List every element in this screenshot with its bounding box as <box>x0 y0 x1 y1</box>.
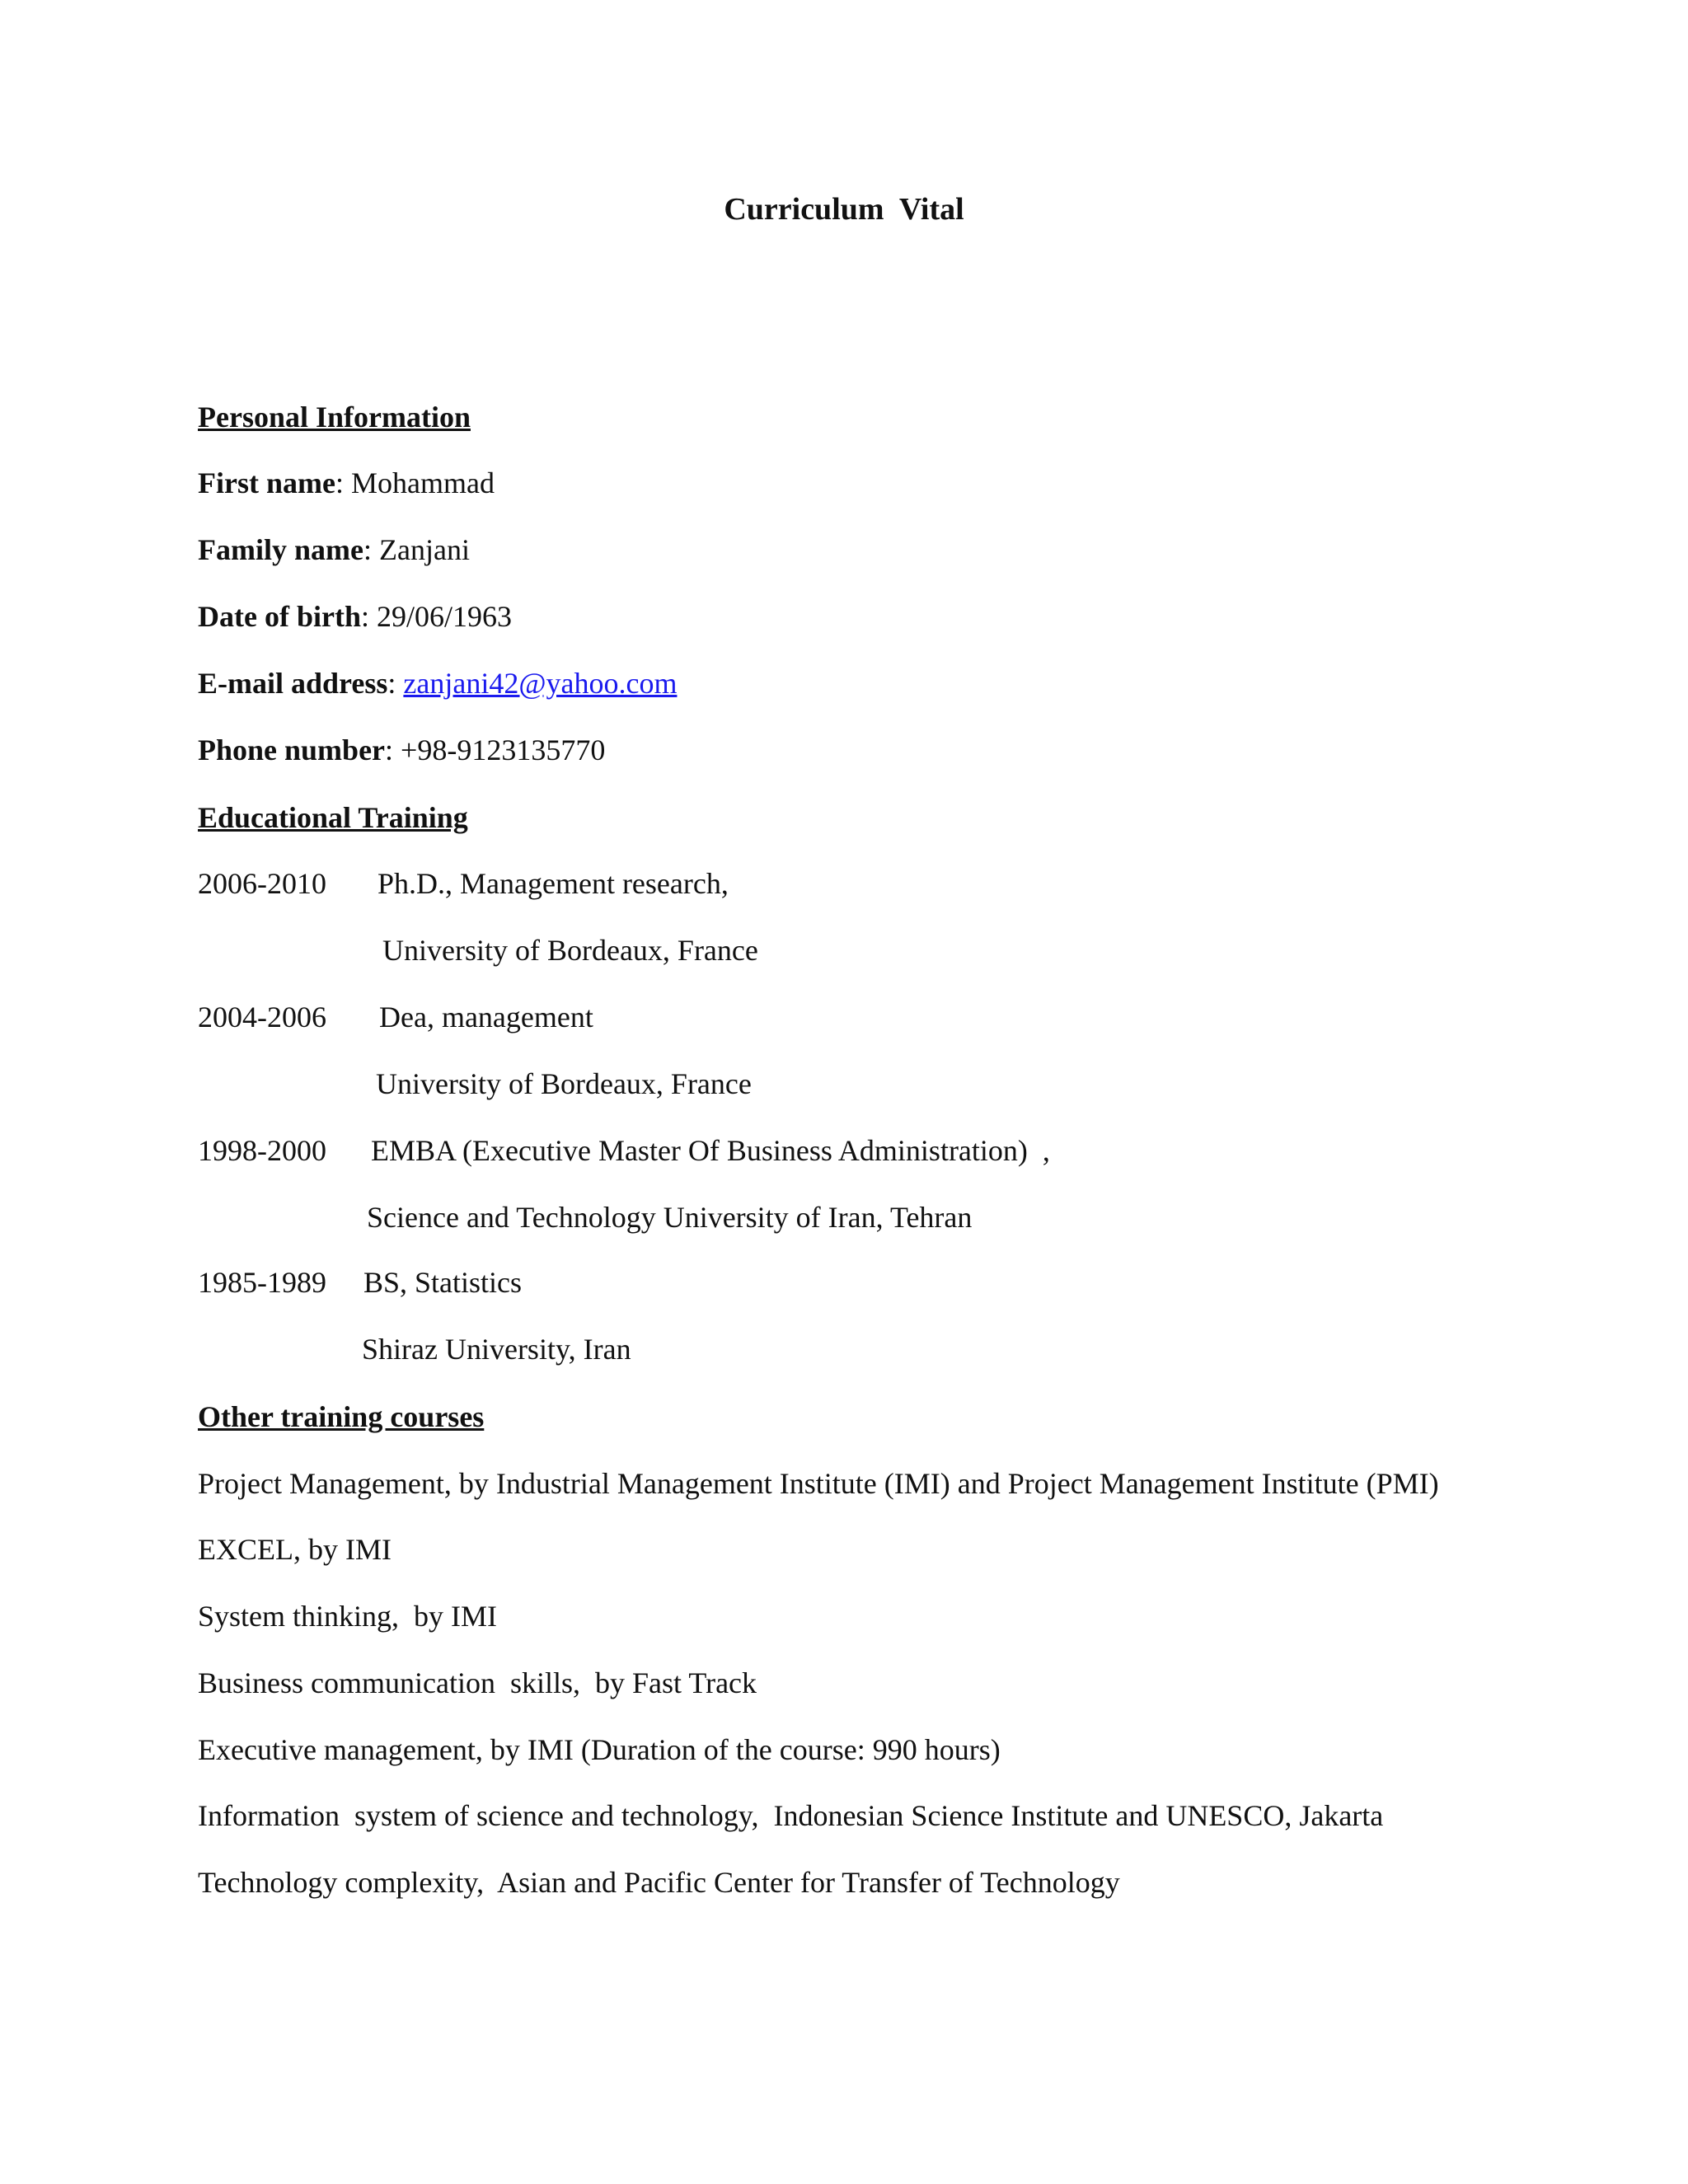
education-years: 2004-2006 <box>198 1001 326 1033</box>
education-degree: Ph.D., Management research, <box>377 867 729 900</box>
phone-row: Phone number: +98-9123135770 <box>198 733 606 766</box>
personal-info-heading: Personal Information <box>198 401 471 434</box>
education-institution: Shiraz University, Iran <box>362 1333 631 1366</box>
education-heading: Educational Training <box>198 801 468 834</box>
course-item: EXCEL, by IMI <box>198 1533 392 1566</box>
course-item: System thinking, by IMI <box>198 1600 498 1633</box>
email-label: E-mail address <box>198 667 388 700</box>
course-item: Project Management, by Industrial Management Institute (IMI) and Project Management Institute (PMI) <box>198 1467 1439 1500</box>
course-item: Executive management, by IMI (Duration of the course: 990 hours) <box>198 1733 1001 1766</box>
courses-heading: Other training courses <box>198 1400 485 1433</box>
education-degree: Dea, management <box>379 1001 593 1033</box>
education-years: 1985-1989 <box>198 1266 326 1299</box>
dob-value: 29/06/1963 <box>376 600 512 633</box>
email-row: E-mail address: zanjani42@yahoo.com <box>198 667 678 700</box>
education-years: 1998-2000 <box>198 1134 326 1167</box>
course-item: Information system of science and technology, Indonesian Science Institute and UNESCO, Jakarta <box>198 1799 1384 1832</box>
family-name-label: Family name <box>198 533 363 566</box>
phone-value: +98-9123135770 <box>401 733 606 766</box>
education-degree: BS, Statistics <box>363 1266 523 1299</box>
education-institution: University of Bordeaux, France <box>382 934 758 967</box>
dob-label: Date of birth <box>198 600 361 633</box>
education-degree: EMBA (Executive Master Of Business Administration) , <box>371 1134 1050 1167</box>
education-institution: University of Bordeaux, France <box>376 1067 752 1100</box>
first-name-value: Mohammad <box>350 466 495 499</box>
course-item: Technology complexity, Asian and Pacific Center for Transfer of Technology <box>198 1866 1120 1899</box>
first-name-row: First name: Mohammad <box>198 466 495 499</box>
phone-label: Phone number <box>198 733 386 766</box>
first-name-label: First name <box>198 466 335 499</box>
family-name-value: Zanjani <box>379 533 470 566</box>
course-item: Business communication skills, by Fast Track <box>198 1666 757 1699</box>
education-years: 2006-2010 <box>198 867 326 900</box>
education-institution: Science and Technology University of Iran, Tehran <box>367 1201 973 1234</box>
dob-row: Date of birth: 29/06/1963 <box>198 600 512 633</box>
document-title: Curriculum Vital <box>724 192 964 227</box>
family-name-row: Family name: Zanjani <box>198 533 470 566</box>
email-link[interactable]: zanjani42@yahoo.com <box>403 667 678 700</box>
